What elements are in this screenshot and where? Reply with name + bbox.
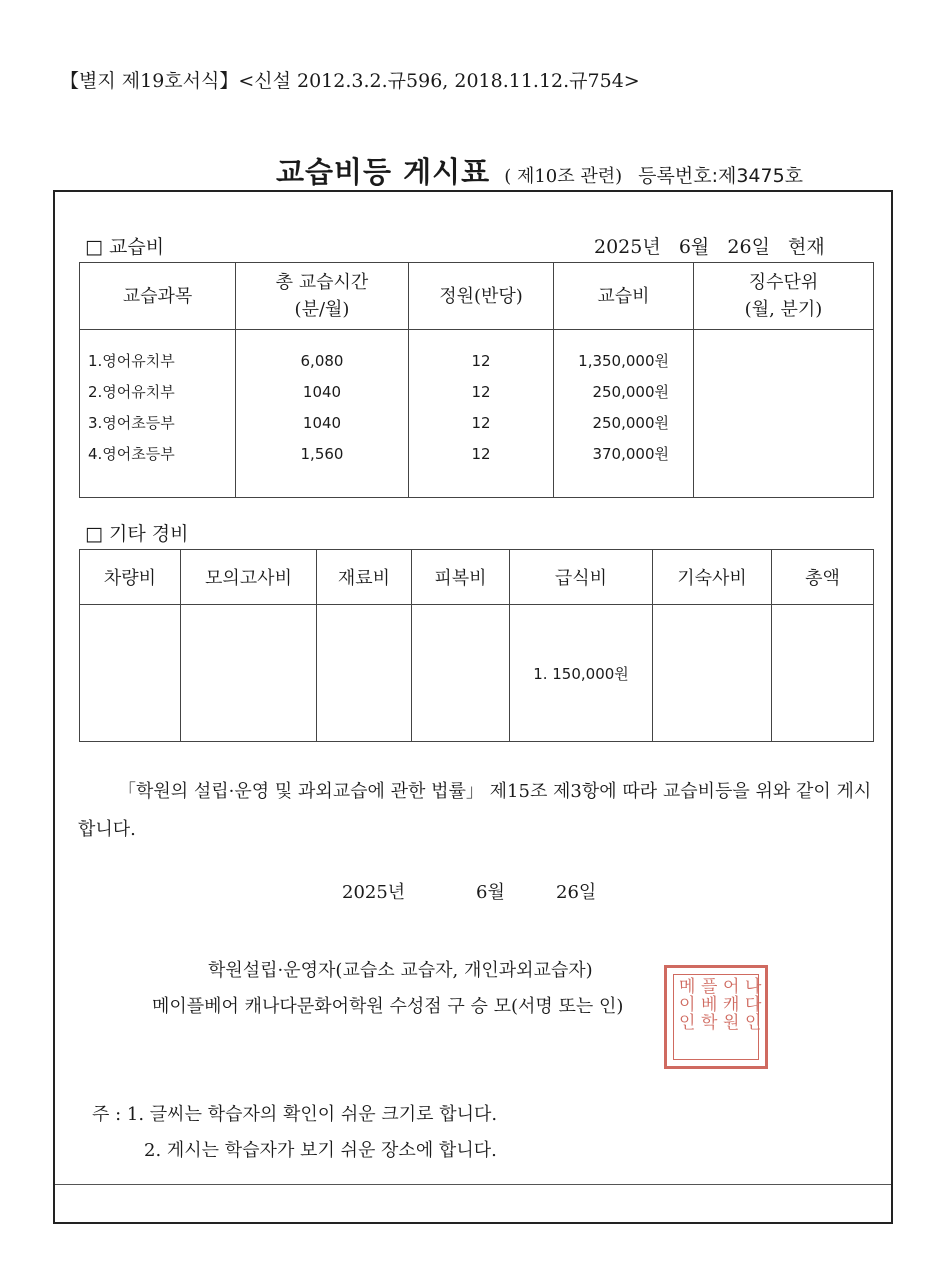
- document-title: 교습비등 게시표: [276, 155, 491, 189]
- col-uniform: 피복비: [412, 550, 510, 605]
- table-row-hours: 1040: [302, 383, 342, 401]
- table-row-capacity: 12: [471, 445, 491, 463]
- seal-glyph: 나 다 인: [745, 977, 762, 1033]
- frame-divider: [55, 1184, 891, 1185]
- table-row-hours: 6,080: [300, 352, 344, 370]
- table-row-capacity: 12: [471, 414, 491, 432]
- sign-month: 6월: [476, 882, 505, 903]
- note-2: 2. 게시는 학습자가 보기 쉬운 장소에 합니다.: [144, 1140, 497, 1161]
- col-fee: 교습비: [554, 263, 694, 330]
- table-row-hours: 1,560: [300, 445, 344, 463]
- tuition-table: [79, 262, 874, 498]
- other-costs-header: [80, 550, 874, 605]
- col-meals: 급식비: [510, 550, 653, 605]
- as-of-date: 2025년 6월 26일 현재: [594, 236, 825, 258]
- other-costs-row: [80, 605, 874, 742]
- col-collection-unit: 징수단위 (월, 분기): [694, 263, 874, 330]
- seal-glyph: 어 캐 원: [723, 977, 740, 1033]
- operator-name: 메이플베어 캐나다문화어학원 수성점 구 승 모(서명 또는 인): [152, 996, 624, 1017]
- col-dormitory: 기숙사비: [653, 550, 772, 605]
- table-row-unit: [695, 377, 872, 408]
- other-costs-table: [79, 549, 874, 742]
- seal-glyph: 메 이 인: [679, 977, 696, 1033]
- table-row-fee: 250,000원: [592, 383, 669, 401]
- table-row-subject: 1.영어유치부: [88, 352, 175, 370]
- operator-role: 학원설립·운영자(교습소 교습자, 개인과외교습자): [208, 960, 593, 981]
- seal-glyph: 플 베 학: [701, 977, 718, 1033]
- col-materials: 재료비: [317, 550, 412, 605]
- capacity-cell: [409, 330, 554, 498]
- document-title-row: [276, 150, 803, 191]
- notes: [92, 1097, 497, 1169]
- table-row-subject: 4.영어초등부: [88, 445, 175, 463]
- materials-value: [317, 605, 412, 742]
- vehicle-value: [80, 605, 181, 742]
- table-row-fee: 250,000원: [592, 414, 669, 432]
- uniform-value: [412, 605, 510, 742]
- table-row-unit: [695, 408, 872, 439]
- sign-day: 26일: [556, 882, 597, 903]
- total-value: [772, 605, 874, 742]
- fee-cell: [554, 330, 694, 498]
- col-subject: 교습과목: [80, 263, 236, 330]
- col-vehicle: 차량비: [80, 550, 181, 605]
- official-seal-stamp: [664, 965, 768, 1069]
- col-total-hours: 총 교습시간 (분/월): [236, 263, 409, 330]
- table-row-capacity: 12: [471, 383, 491, 401]
- tuition-table-header: [80, 263, 874, 330]
- table-row-fee: 1,350,000원: [578, 352, 669, 370]
- other-costs-section-title: □ 기타 경비: [85, 523, 189, 545]
- col-total: 총액: [772, 550, 874, 605]
- table-row-subject: 2.영어유치부: [88, 383, 175, 401]
- table-row-hours: 1040: [302, 414, 342, 432]
- unit-cell: [694, 330, 874, 498]
- table-row-unit: [695, 346, 872, 377]
- note-1: 주 : 1. 글씨는 학습자의 확인이 쉬운 크기로 합니다.: [92, 1104, 498, 1125]
- hours-cell: [236, 330, 409, 498]
- table-row-subject: 3.영어초등부: [88, 414, 175, 432]
- tuition-table-body: [80, 330, 874, 498]
- meals-value: 1. 150,000원: [510, 605, 653, 742]
- registration-number: 등록번호:제3475호: [638, 165, 804, 187]
- table-row-fee: 370,000원: [592, 445, 669, 463]
- sign-year: 2025년: [342, 882, 406, 903]
- table-row-capacity: 12: [471, 352, 491, 370]
- mock-exam-value: [181, 605, 317, 742]
- col-capacity: 정원(반당): [409, 263, 554, 330]
- subject-cell: [80, 330, 236, 498]
- table-row-unit: [695, 439, 872, 470]
- col-mock-exam: 모의고사비: [181, 550, 317, 605]
- form-reference: 【별지 제19호서식】<신설 2012.3.2.규596, 2018.11.12.규754>: [60, 70, 640, 92]
- dormitory-value: [653, 605, 772, 742]
- posting-statement: 「학원의 설립·운영 및 과외교습에 관한 법률」 제15조 제3항에 따라 교습비등을 위와 같이 게시합니다.: [78, 781, 872, 840]
- tuition-section-title: □ 교습비: [85, 236, 165, 258]
- title-related-article: ( 제10조 관련): [504, 166, 623, 187]
